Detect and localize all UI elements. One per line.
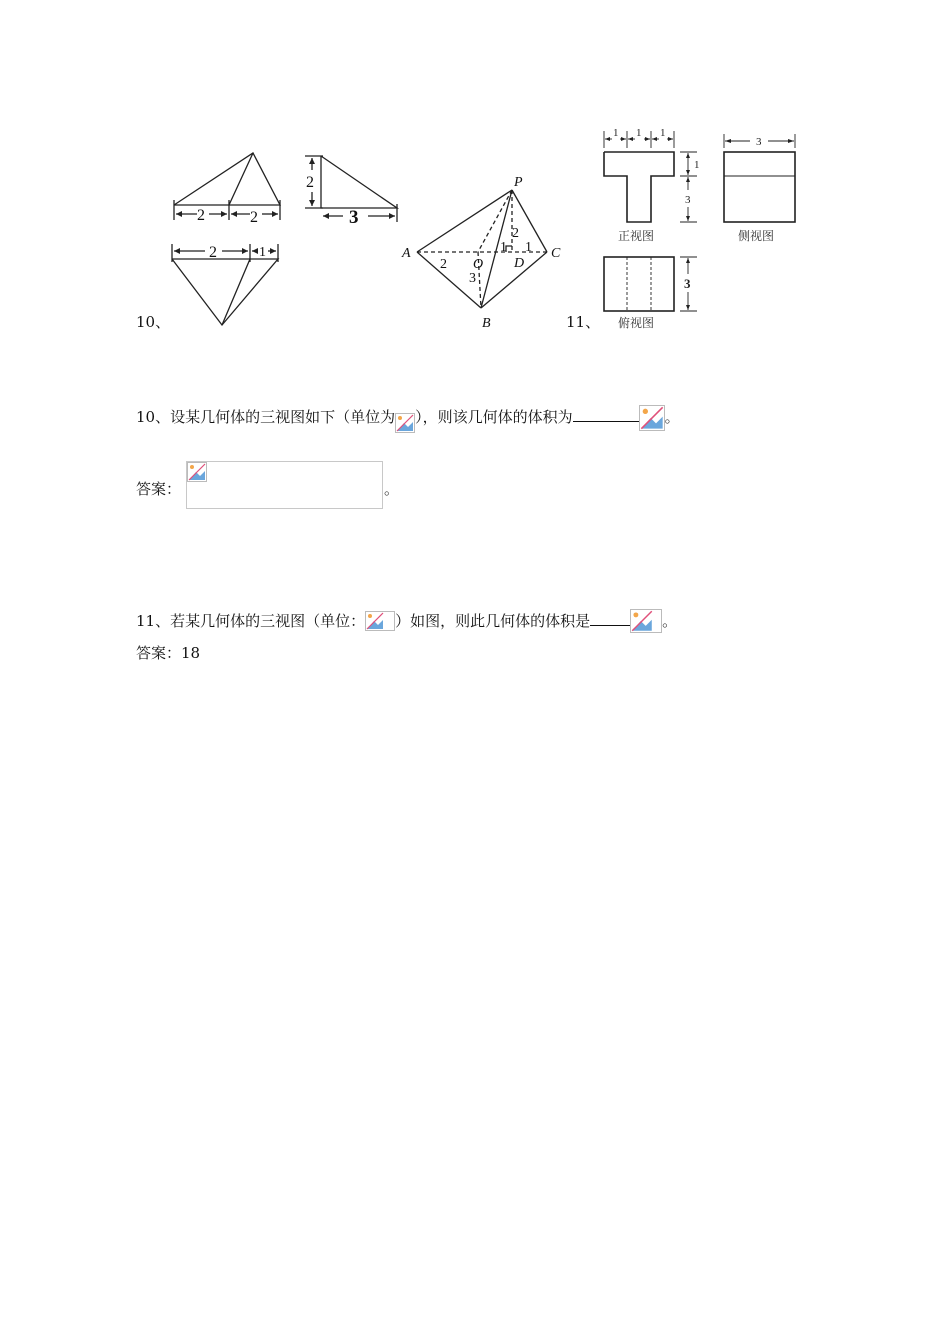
dim-side-height: 2 — [306, 174, 314, 191]
top-view-11 — [604, 257, 674, 311]
front-view-11 — [604, 152, 674, 222]
answer-11-value: 18 — [181, 644, 201, 662]
dim-top-right: 1 — [259, 245, 266, 260]
point-d: D — [514, 256, 525, 271]
broken-image-icon — [639, 405, 665, 431]
dim-side-width: 3 — [349, 207, 359, 228]
dim11-right-1: 1 — [694, 159, 700, 171]
dim-front-right: 2 — [250, 209, 258, 226]
len-pd: 2 — [512, 226, 519, 241]
question-11-number: 11、 — [136, 612, 171, 630]
answer-11-label: 答案： — [136, 644, 182, 662]
answer-10-image-box — [186, 461, 383, 509]
dim11-top-right: 3 — [684, 276, 691, 291]
figure-11-diagram — [595, 125, 810, 330]
len-od: 1 — [500, 240, 507, 255]
question-10-text-b: ），则该几何体的体积为 — [415, 408, 573, 426]
figure-10-label: 10、 — [136, 313, 171, 331]
answer-10-label: 答案： — [136, 480, 182, 498]
question-10-number: 10、 — [136, 408, 171, 426]
point-c: C — [551, 246, 561, 261]
point-a: A — [402, 246, 411, 261]
broken-image-icon — [630, 609, 662, 633]
len-ao: 2 — [440, 257, 447, 272]
broken-image-icon — [187, 462, 207, 482]
broken-image-icon — [365, 611, 395, 631]
answer-11 — [136, 643, 200, 663]
point-p: P — [514, 175, 523, 190]
dim-top-left: 2 — [209, 244, 217, 261]
question-10-end: 。 — [664, 408, 680, 426]
caption-front-view: 正视图 — [618, 229, 655, 243]
answer-blank — [573, 407, 639, 422]
answer-10-end: 。 — [384, 480, 400, 498]
dim11-top-1: 1 — [613, 127, 619, 139]
question-11 — [136, 609, 677, 633]
len-ob: 3 — [469, 271, 476, 286]
dim-front-left: 2 — [197, 207, 205, 224]
question-10 — [136, 405, 680, 433]
answer-blank — [590, 611, 630, 626]
point-b: B — [482, 316, 491, 331]
dim11-top-3: 1 — [660, 127, 666, 139]
question-11-text-a: 若某几何体的三视图（单位： — [170, 612, 366, 630]
point-o: O — [473, 257, 484, 272]
dim11-right-3: 3 — [685, 194, 691, 206]
side-view-11 — [724, 152, 795, 222]
caption-side-view: 侧视图 — [738, 229, 775, 243]
figure-10-diagram — [160, 140, 580, 340]
front-view-10 — [174, 153, 280, 220]
question-11-text-b: ）如图，则此几何体的体积是 — [395, 612, 591, 630]
dim11-side-top: 3 — [756, 136, 762, 148]
caption-top-view: 俯视图 — [618, 316, 655, 330]
figure-11-label: 11、 — [566, 313, 601, 331]
len-dc: 1 — [525, 240, 532, 255]
broken-image-icon — [395, 413, 415, 433]
question-11-end: 。 — [662, 612, 678, 630]
dim11-top-2: 1 — [636, 127, 642, 139]
question-10-text-a: 设某几何体的三视图如下（单位为 — [170, 408, 396, 426]
